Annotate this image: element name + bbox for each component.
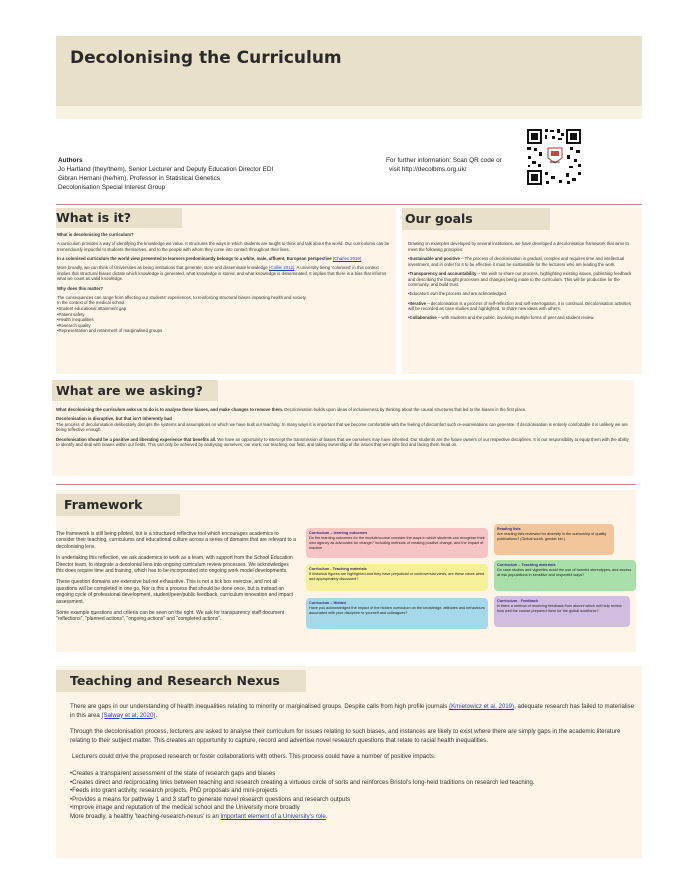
framework-para: The framework is still being piloted, but is a structured reflective tool which encourages academics to consider their teaching, curriculums and educational culture across a series of domains that are relevant to a decolonising lens. xyxy=(56,531,296,550)
citation-link[interactable]: (Salway et al, 2020) xyxy=(101,711,156,719)
nexus-title: Teaching and Research Nexus xyxy=(56,670,306,692)
list-item: •Feeds into grant activity, research projects, PhD proposals and mini-projects xyxy=(70,787,278,795)
goal-text: – We wish to share our process, highlighting existing issues, publishing feedback and describing the thought processes and changes being made to the curriculum. This will be productive for the community, and build trust. xyxy=(408,270,632,288)
goal-text: – decolonisation is a process of self-reflection and self-interrogation, it is continual. Decolonisation activities will be recorded as case studies and highlighted, to share new ideas with others. xyxy=(408,300,631,312)
goal-label: Iterative xyxy=(409,300,426,306)
framework-para: These question domains are extensive but not exhaustive. This is not a tick box exercise, and not all questions will be completed in one go. Nor is this a process that should be done once, but is instead an ongoing cycle of professional development, student/peer/public feedback, curriculum innovation and impact assessment. xyxy=(56,579,294,605)
goal-item: •Collaborative – with students and the public, involving multiple forms of peer and student review. xyxy=(408,315,595,321)
nexus-p3: Lecturers could drive the proposed research or foster collaborations with others. This process could have a number of positive impacts: xyxy=(72,753,436,761)
authors-heading: Authors xyxy=(58,157,83,164)
list-item: •Health inequalities xyxy=(57,317,94,323)
citation-link[interactable]: (Kmietowicz et al, 2019) xyxy=(449,703,515,710)
our-goals-body xyxy=(408,241,634,325)
nexus-last-b: . xyxy=(325,812,328,820)
what-is-it-p4: The consequences can range from affecting our students' experiences, to reinforcing structural biases impacting health and society. xyxy=(57,294,307,300)
goal-label: Collaborative xyxy=(409,315,437,321)
framework-body xyxy=(56,531,296,623)
citation-link[interactable]: (Charles 2019) xyxy=(332,255,362,261)
framework-card xyxy=(494,524,614,555)
goal-label: Sustainable and positive xyxy=(409,256,460,262)
card-title: Reading lists xyxy=(497,527,521,531)
consequences-list xyxy=(57,306,391,334)
nexus-p2: Through the decolonisation process, lecturers are asked to analyse their curriculum for issues relating to such biases, and instances are likely to exist where there are simply gaps in the academic literature relating to their subject matter. This creates an opportunity to capture, record and advertise novel research questions that relate to racial health inequalities. xyxy=(70,728,621,744)
citation-link[interactable]: (Collini 2012) xyxy=(269,265,295,271)
title-band xyxy=(56,36,642,106)
list-item: •Creates direct and reciprocating links between teaching and research creating a virtuous circle of sorts and reinforces Bristol's long-held traditions on research led teaching. xyxy=(70,778,535,786)
what-is-it-p3 xyxy=(57,265,391,282)
divider xyxy=(56,484,636,485)
author-line: Decolonisation Special Interest Group xyxy=(58,184,166,191)
what-is-it-p3b: . A university being 'colonised' in this context implies that structural biases dictate which knowledge is generated, what knowledge is stored, and what knowledge is disseminated. It implies that there is a bias that informs what we count as valid knowledge. xyxy=(57,265,387,282)
asking-p3-bold: Decolonisation should be a positive and liberating experience that benefits all. xyxy=(56,436,217,442)
nexus-last xyxy=(70,813,636,822)
card-text: If historical figures are highlighted and they have prejudicial or controversial views, are these views aired and appropriately discussed? xyxy=(309,572,485,581)
author-line: Jo Hartland (they/them), Senior Lecturer and Deputy Education Director EDI xyxy=(58,166,274,173)
framework-card xyxy=(494,596,630,627)
list-item: •Creates a transparent assessment of the state of research gaps and biases xyxy=(70,769,276,777)
asking-p1-text: Decolonisation builds upon ideas of inclusiveness by thinking about the causal structures that led to the biases in the first place. xyxy=(283,407,527,412)
framework-card xyxy=(306,528,488,558)
card-text: Do case studies and vignettes avoid the use of harmful stereotypes, and assess at risk populations in sensitive and respectful ways? xyxy=(497,568,632,577)
goal-item: •Educators own the process and are acknowledged. xyxy=(408,291,507,297)
what-is-it-body xyxy=(57,232,391,334)
framework-para: In undertaking this reflection, we ask academics to work as a team, with support from the School Education Director team, to integrate a decolonial lens into ongoing curriculum review processes. We acknowledges this does require time and training, which has to be incorporated into ongoing work model developments. xyxy=(56,555,293,575)
card-title: Curriculum - Teaching materials xyxy=(309,567,367,571)
nexus-p1b: , adequate research has failed to materialise in this area xyxy=(70,703,634,719)
goal-item: •Iterative – decolonisation is a process of self-reflection and self-interrogation, it is continual. Decolonisation activities will be recorded as case studies and highlighted, to share new ideas with others. xyxy=(408,300,631,312)
further-info xyxy=(386,156,502,174)
asking-h2: Decolonisation is disruptive, but that isn't inherently bad xyxy=(56,416,172,422)
university-role-link[interactable]: important element of a University's role xyxy=(220,812,326,820)
card-title: Curriculum – learning outcomes xyxy=(309,531,368,535)
goal-label: Transparency and accountability xyxy=(409,270,477,276)
what-is-it-q1: What is decolonising the curriculum? xyxy=(57,232,134,237)
card-text: Have you acknowledged the impact of the hidden curriculum on the knowledge, attitudes and behaviours associated with your discipline to yourself and colleagues? xyxy=(309,606,485,615)
list-item: •Student educational attainment gap xyxy=(57,305,127,311)
goal-item: •Transparency and accountability – We wish to share our process, highlighting existing issues, publishing feedback and describing the thought processes and changes being made to the curriculum. This will be productive for the community, and build trust. xyxy=(408,270,632,288)
card-text: Are reading lists reviewed for diversity in the authorship of quality publications? (Global south, gender etc.) xyxy=(497,532,607,541)
list-item: •Representation and retainment of marginalised groups xyxy=(57,328,163,334)
title-strip xyxy=(56,106,642,119)
goal-text: – with students and the public, involving multiple forms of peer and student review. xyxy=(436,315,595,321)
what-is-it-p2 xyxy=(57,256,391,262)
card-title: Curriculum – Teaching materials xyxy=(497,563,556,567)
further-info-line2: visit http://decolbms.org.uk/ xyxy=(389,166,467,173)
what-is-it-title: What is it? xyxy=(56,208,182,228)
card-text: Do the learning outcomes for the module/course consider the ways in which students can recognise their own agency as advocates for change? Including methods of creating positive change, and the impact of inaction xyxy=(309,536,485,550)
goal-text: – The process of decolonisation is gradual, complex and requires time and intellectual investment, and in order for it to be effective it must be sustainable for the lecturers who are leading the work. xyxy=(408,256,625,267)
card-title: Curriculum - Feedback xyxy=(497,599,539,603)
nexus-list xyxy=(70,770,636,813)
framework-title: Framework xyxy=(56,494,180,516)
framework-para: Some example questions and criteria can be seen on the right. We ask for transparency staff document "reflections", "planned actions", "ongoing actions" and "completed actions". xyxy=(56,610,285,623)
framework-card xyxy=(306,598,488,629)
nexus-last-a: More broadly, a healthy 'teaching-research-nexus' is an xyxy=(70,812,219,820)
page-title: Decolonising the Curriculum xyxy=(70,48,342,68)
card-title: Curriculum – Hidden xyxy=(309,601,347,605)
nexus-p1c: . xyxy=(155,711,158,719)
our-goals-title: Our goals xyxy=(402,208,550,230)
our-goals-intro: Drawing on examples developed by several institutions, we have developed a decolonisation framework that aims to meet the following principles: xyxy=(408,241,629,252)
asking-p3 xyxy=(56,437,630,448)
asking-p1 xyxy=(56,407,630,413)
qr-logo-caption: BRISTOL xyxy=(549,161,561,164)
what-is-it-p1: A curriculum provides a way of identifying the knowledge we value. It structures the ways in which students are taught to think and talk about the world. Our curriculums can be tremendously impactful to students themselves, and to the people with whom they come into contact throughout their lives. xyxy=(57,241,390,252)
qr-code-graphic xyxy=(526,128,582,186)
asking-p1-bold: What decolonising the curriculum asks us to do is to analyse these biases, and make changes to remove them. xyxy=(56,407,284,412)
list-item: •Provides a means for pathway 1 and 3 staff to generate novel research questions and research outputs xyxy=(70,795,351,803)
framework-card xyxy=(494,560,636,591)
further-info-line1: For further information: Scan QR code or xyxy=(386,157,502,164)
goal-item: •Sustainable and positive – The process of decolonisation is gradual, complex and requires time and intellectual investment, and in order for it to be effective it must be sustainable for the lecturers who are leading the work. xyxy=(408,256,625,267)
qr-code[interactable] xyxy=(526,128,582,186)
divider xyxy=(56,204,642,205)
what-is-it-q2: Why does this matter? xyxy=(57,285,104,291)
list-item: •Research quality xyxy=(57,322,91,328)
asking-body xyxy=(56,407,630,451)
framework-card xyxy=(306,564,488,591)
asking-p3-text: We have an opportunity to intercept the transmission of biases that we ourselves may have inherited. Our students are the future owners of our respective disciplines. It is our responsibility to equip them with the ability to identify and deal with biases within our fields. This can only be achieved by analysing ourselves, our work, our teaching, our field, and taking ownership of the issues that we might find and facing them head on. xyxy=(56,436,629,448)
nexus-p1a: There are gaps in our understanding of health inequalities relating to minority or marginalised groups. Despite calls from high profile journals xyxy=(70,703,448,710)
card-text: Is there a method of receiving feedback from alumni which will help review how well the course prepared them for the global workforce? xyxy=(497,604,622,613)
authors-block xyxy=(58,156,273,192)
list-item: •Patient safety xyxy=(57,311,85,317)
what-is-it-p5: In the context of the medical school: xyxy=(57,300,126,306)
nexus-body xyxy=(70,703,636,822)
asking-p2: The process of decolonisation deliberately disrupts the systems and assumptions on which we have built our teaching. In many ways it is important that we become comfortable with the feeling of discomfort such re-examinations can generate. If decolonisation is entirely comfortable it is unlikely we are being reflective enough. xyxy=(56,421,628,433)
nexus-p1 xyxy=(70,703,636,720)
author-line: Gibran Hemani (he/him), Professor in Statistical Genetics xyxy=(58,175,220,182)
asking-title: What are we asking? xyxy=(52,380,218,401)
list-item: •Improve image and reputation of the medical school and the University more broadly xyxy=(70,804,300,812)
what-is-it-p2-text: In a colonised curriculum the world view presented to learners predominantly belongs to a white, male, affluent, European perspective xyxy=(57,255,332,261)
what-is-it-p3a: More broadly, we can think of Universities as being institutions that generate, store and disseminate knowledge xyxy=(57,265,268,271)
